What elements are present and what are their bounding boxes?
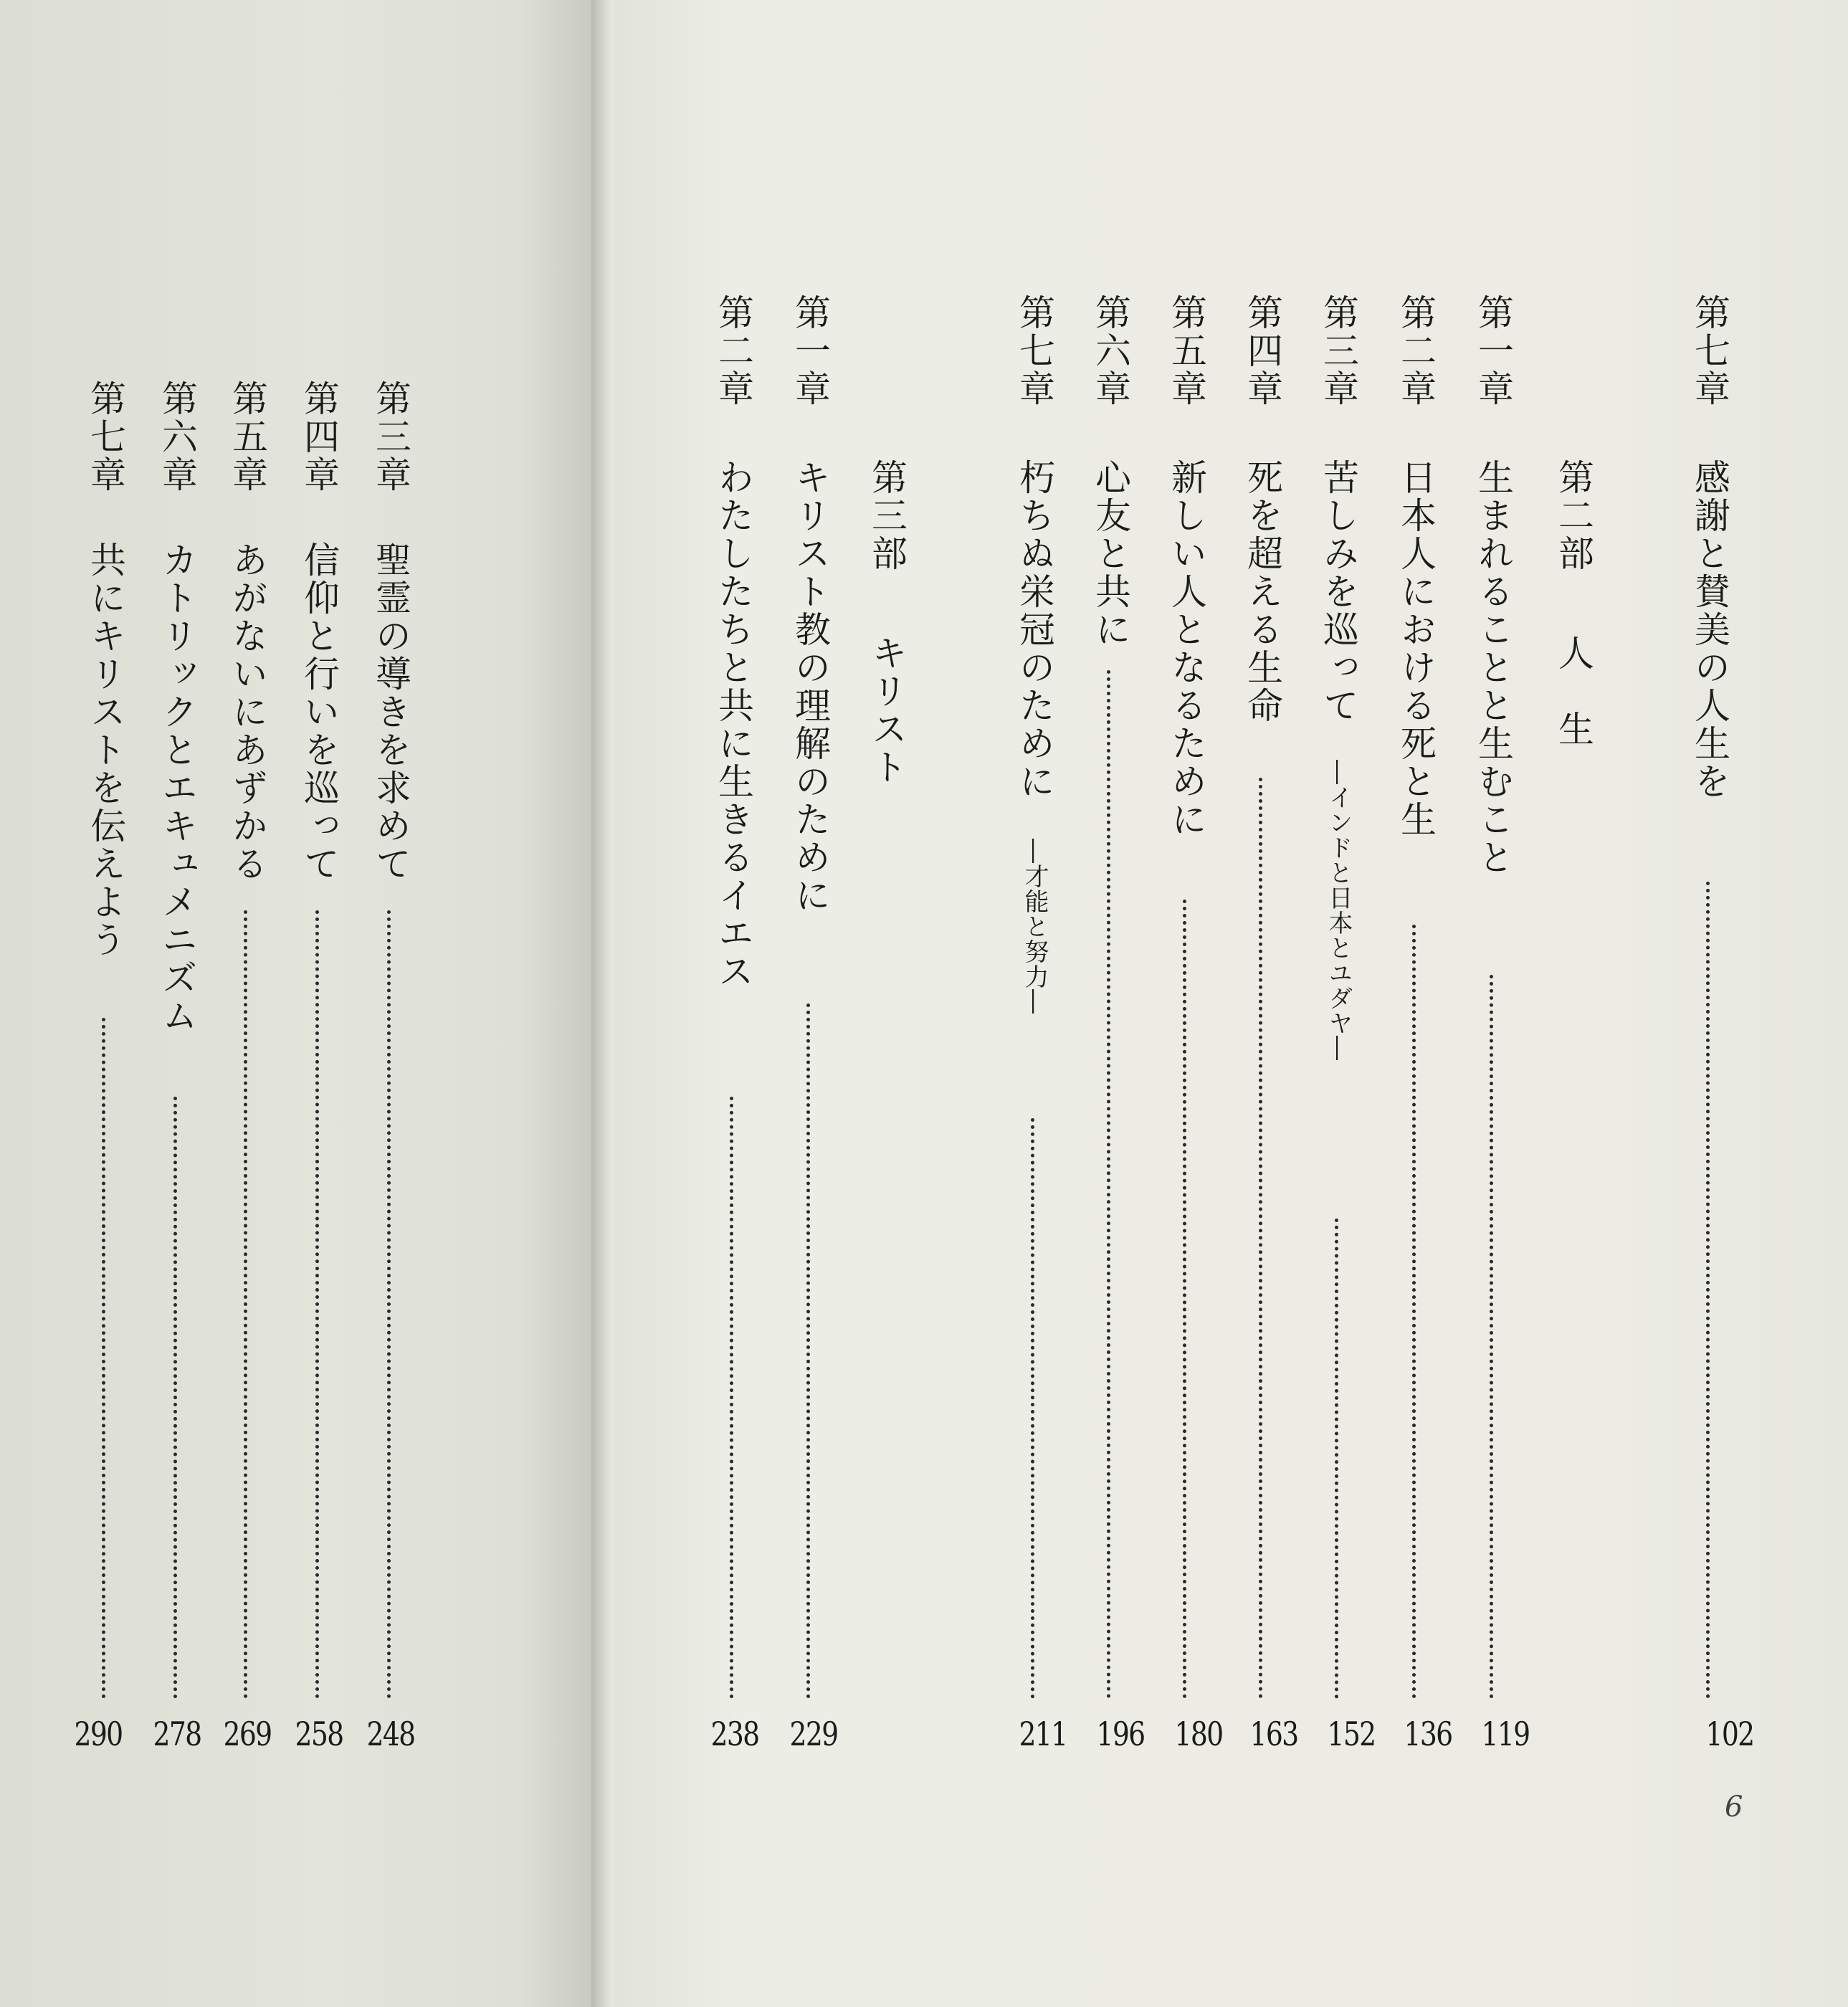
part-label: 第三部 — [866, 459, 908, 573]
leader-dots — [1490, 975, 1496, 1699]
page-number: 136 — [1404, 1715, 1452, 1753]
chapter-label: 第三章 — [370, 380, 411, 494]
chapter-title: 心友と共に — [1090, 459, 1131, 649]
leader-dots — [1706, 882, 1713, 1699]
chapter-label: 第五章 — [227, 380, 268, 494]
chapter-label: 第一章 — [789, 294, 831, 408]
chapter-title: 生まれることと生むこと — [1472, 459, 1514, 877]
page-number: 180 — [1174, 1715, 1223, 1753]
part-label: 第二部 — [1553, 459, 1594, 573]
page-number: 196 — [1096, 1715, 1145, 1753]
leader-dots — [244, 910, 250, 1699]
page-number: 238 — [710, 1715, 759, 1753]
leader-dots — [730, 1097, 736, 1699]
left-page — [0, 0, 591, 2007]
chapter-label: 第六章 — [156, 380, 198, 494]
page-number: 152 — [1327, 1715, 1376, 1753]
chapter-title: 死を超える生命 — [1242, 459, 1283, 725]
leader-dots — [1183, 900, 1189, 1699]
chapter-title: 日本人における死と生 — [1395, 459, 1437, 839]
part-name: キリスト — [866, 634, 908, 786]
page-number: 119 — [1481, 1715, 1530, 1753]
chapter-title: 新しい人となるために — [1166, 459, 1207, 839]
page-number: 102 — [1705, 1715, 1754, 1753]
chapter-title: 感謝と賛美の人生を — [1689, 459, 1730, 801]
page-number: 278 — [153, 1715, 201, 1753]
chapter-label: 第四章 — [1242, 294, 1283, 408]
chapter-title: あがないにあずかる — [227, 541, 268, 883]
leader-dots — [1335, 1219, 1341, 1699]
part-name: 人 生 — [1553, 634, 1594, 748]
chapter-title: 朽ちぬ栄冠のために — [1014, 459, 1055, 801]
chapter-label: 第一章 — [1472, 294, 1514, 408]
chapter-title: 聖霊の導きを求めて — [370, 541, 411, 883]
leader-dots — [387, 910, 394, 1699]
chapter-title: 信仰と行いを巡って — [298, 541, 340, 883]
page-folio: 6 — [1725, 1791, 1743, 1824]
chapter-subtitle: ―才能と努力― — [1020, 839, 1049, 1014]
leader-dots — [1031, 1118, 1037, 1699]
leader-dots — [102, 1018, 108, 1699]
chapter-title: カトリックとエキュメニズム — [156, 541, 198, 1035]
chapter-title: 苦しみを巡って — [1318, 459, 1359, 725]
leader-dots — [1107, 670, 1113, 1699]
leader-dots — [315, 910, 322, 1699]
page-number: 163 — [1249, 1715, 1298, 1753]
page-number: 229 — [789, 1715, 838, 1753]
chapter-label: 第七章 — [85, 380, 126, 494]
page-number: 258 — [295, 1715, 343, 1753]
page-number: 290 — [74, 1715, 123, 1753]
book-gutter — [591, 0, 613, 2007]
chapter-label: 第二章 — [1395, 294, 1437, 408]
chapter-label: 第七章 — [1014, 294, 1055, 408]
page-number: 211 — [1019, 1715, 1067, 1753]
chapter-label: 第六章 — [1090, 294, 1131, 408]
chapter-subtitle: ―インドと日本とユダヤ― — [1324, 760, 1353, 1061]
chapter-title: キリスト教の理解のために — [789, 459, 831, 915]
chapter-title: 共にキリストを伝えよう — [85, 541, 126, 959]
leader-dots — [1259, 778, 1265, 1699]
chapter-label: 第二章 — [713, 294, 754, 408]
chapter-title: わたしたちと共に生きるイエス — [713, 459, 754, 991]
chapter-label: 第五章 — [1166, 294, 1207, 408]
leader-dots — [806, 1004, 813, 1699]
leader-dots — [1412, 925, 1419, 1699]
page-number: 248 — [366, 1715, 415, 1753]
page-number: 269 — [223, 1715, 272, 1753]
leader-dots — [173, 1097, 180, 1699]
chapter-label: 第三章 — [1318, 294, 1359, 408]
chapter-label: 第四章 — [298, 380, 340, 494]
chapter-label: 第七章 — [1689, 294, 1730, 408]
